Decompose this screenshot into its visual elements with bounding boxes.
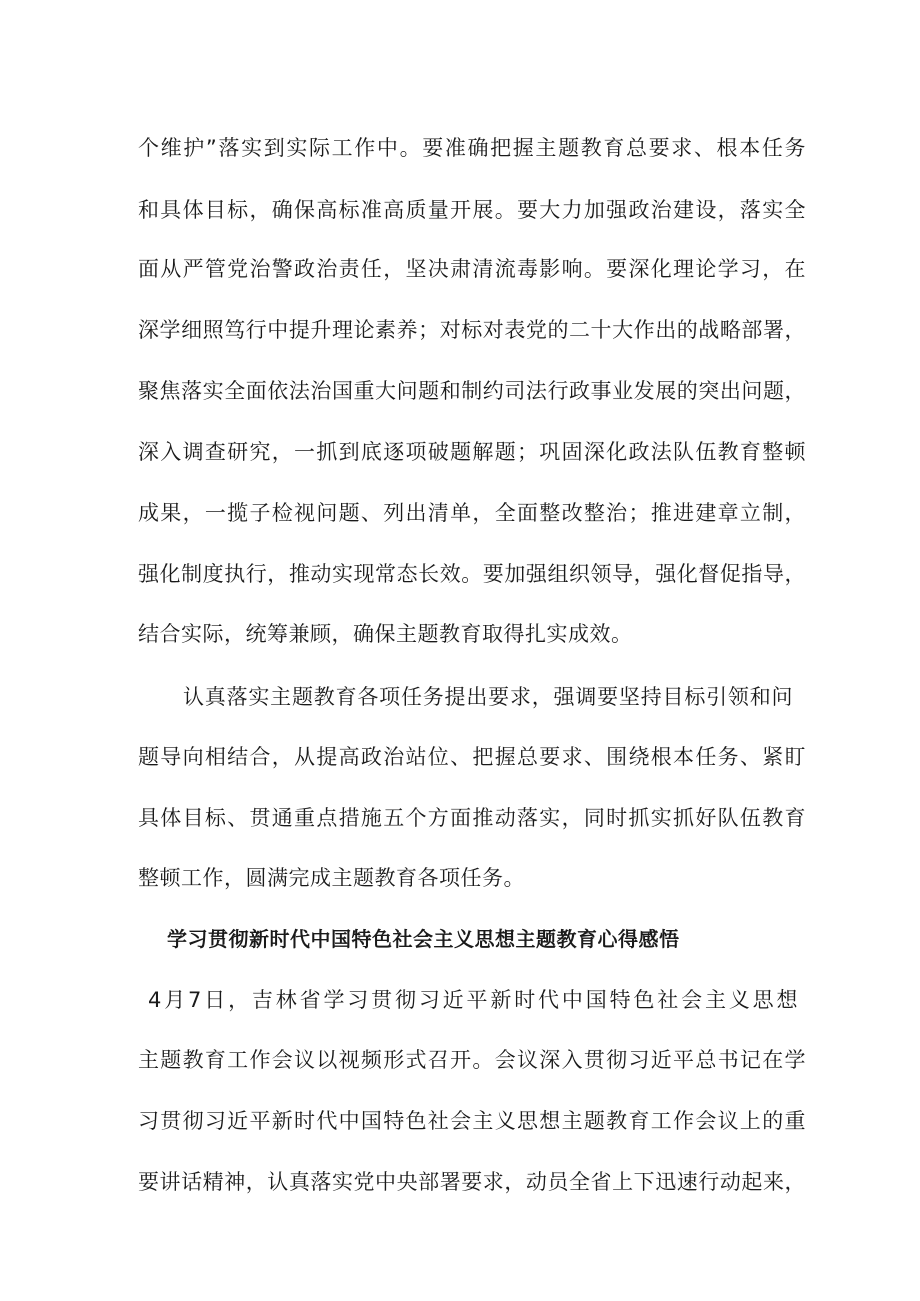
paragraph-2-line-3: 具体目标、贯通重点措施五个方面推动落实，同时抓实抓好队伍教育 — [138, 806, 806, 830]
paragraph-3-line-2: 主题教育工作会议以视频形式召开。会议深入贯彻习近平总书记在学 — [138, 1048, 806, 1072]
paragraph-2-line-1: 认真落实主题教育各项任务提出要求，强调要坚持目标引领和问 — [183, 685, 793, 709]
paragraph-2-line-2: 题导向相结合，从提高政治站位、把握总要求、围绕根本任务、紧盯 — [138, 745, 806, 769]
paragraph-1-line-2: 和具体目标，确保高标准高质量开展。要大力加强政治建设，落实全 — [138, 198, 806, 222]
paragraph-1-line-4: 深学细照笃行中提升理论素养；对标对表党的二十大作出的战略部署， — [138, 318, 806, 342]
paragraph-1-line-7: 成果，一揽子检视问题、列出清单，全面整改整治；推进建章立制， — [138, 501, 806, 525]
paragraph-2-line-4: 整顿工作，圆满完成主题教育各项任务。 — [138, 866, 525, 890]
paragraph-3-line-4: 要讲话精神，认真落实党中央部署要求，动员全省上下迅速行动起来， — [138, 1170, 806, 1194]
paragraph-1-line-9: 结合实际，统筹兼顾，确保主题教育取得扎实成效。 — [138, 622, 633, 646]
paragraph-3-line-3: 习贯彻习近平新时代中国特色社会主义思想主题教育工作会议上的重 — [138, 1109, 806, 1133]
paragraph-1-line-6: 深入调查研究，一抓到底逐项破题解题；巩固深化政法队伍教育整顿 — [138, 440, 806, 464]
paragraph-1-line-3: 面从严管党治警政治责任，坚决肃清流毒影响。要深化理论学习，在 — [138, 257, 806, 281]
section-heading: 学习贯彻新时代中国特色社会主义思想主题教育心得感悟 — [167, 927, 680, 951]
paragraph-1-line-1: 个维护”落实到实际工作中。要准确把握主题教育总要求、根本任务 — [138, 136, 806, 160]
paragraph-1-line-8: 强化制度执行，推动实现常态长效。要加强组织领导，强化督促指导， — [138, 562, 806, 586]
paragraph-3-line-1: 4月7日，吉林省学习贯彻习近平新时代中国特色社会主义思想 — [148, 988, 798, 1012]
paragraph-1-line-5: 聚焦落实全面依法治国重大问题和制约司法行政事业发展的突出问题， — [138, 379, 806, 403]
